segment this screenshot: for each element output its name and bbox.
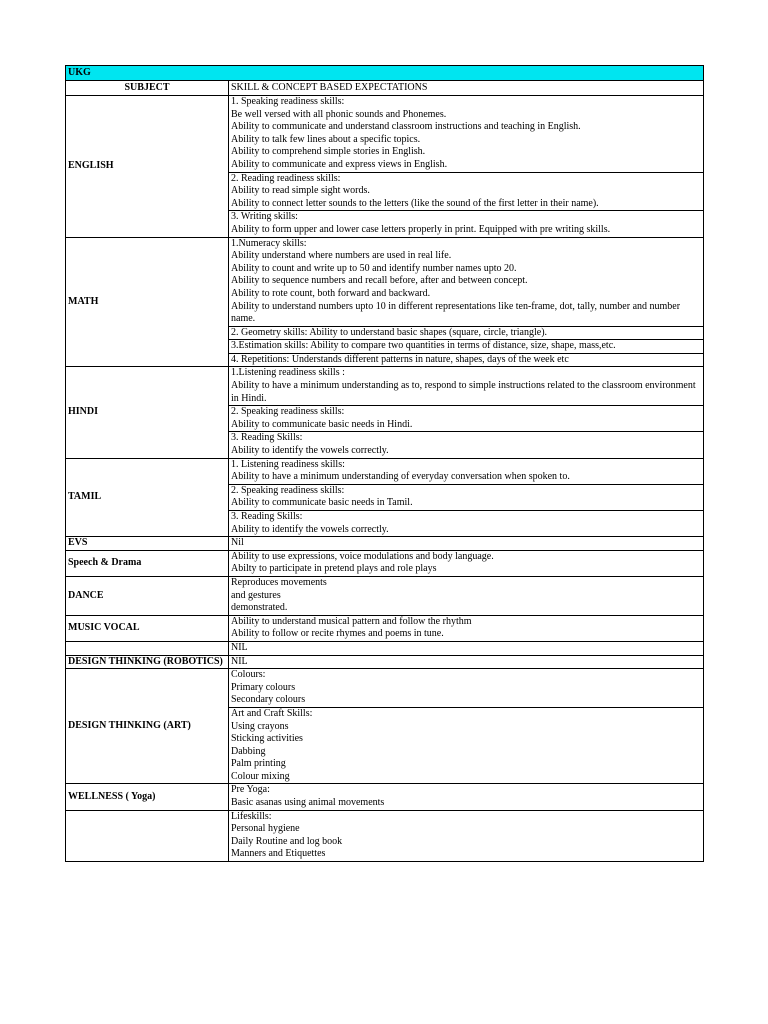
skill-line: demonstrated. <box>231 602 288 614</box>
skill-cell <box>229 537 704 551</box>
table-row <box>66 784 704 810</box>
table-row <box>66 641 704 655</box>
skills-column-header: SKILL & CONCEPT BASED EXPECTATIONS <box>229 81 704 96</box>
skill-line: Ability understand where numbers are used in real life. <box>231 250 452 262</box>
table-row <box>66 367 704 406</box>
table-row <box>66 615 704 641</box>
subject-cell <box>66 810 229 861</box>
skill-line: Ability to form upper and lower case letters properly in print. Equipped with pre writing skills. <box>231 223 611 235</box>
skill-line: Ability to communicate basic needs in Tamil. <box>231 497 413 509</box>
table-row <box>66 237 704 326</box>
table-row <box>66 669 704 708</box>
skill-line: Be well versed with all phonic sounds and Phonemes. <box>231 108 447 120</box>
subject-cell: EVS <box>66 537 229 551</box>
subject-cell <box>66 641 229 655</box>
skill-line: Art and Craft Skills: <box>231 707 313 719</box>
subject-cell: MUSIC VOCAL <box>66 615 229 641</box>
skill-cell <box>229 172 704 211</box>
subject-cell: DESIGN THINKING (ART) <box>66 669 229 784</box>
skill-line: Ability to connect letter sounds to the letters (like the sound of the first letter in their name). <box>231 197 599 209</box>
skill-line: Palm printing <box>231 758 286 770</box>
skill-line: Ability to follow or recite rhymes and poems in tune. <box>231 628 444 640</box>
skill-line: Secondary colours <box>231 694 306 706</box>
skill-line: Ability to have a minimum understanding of everyday conversation when spoken to. <box>231 471 570 483</box>
skill-line: 2. Speaking readiness skills: <box>231 406 345 418</box>
skill-line: NIL <box>231 641 248 653</box>
skill-line: Nil <box>231 537 244 549</box>
skill-line: 2. Geometry skills: Ability to understand basic shapes (square, circle, triangle). <box>231 326 548 338</box>
skill-cell <box>229 367 704 406</box>
skill-line: Ability to have a minimum understanding as to, respond to simple instructions related to the classroom environment in Hindi. <box>231 380 699 404</box>
skill-cell <box>229 458 704 484</box>
skill-line: Ability to identify the vowels correctly. <box>231 445 389 457</box>
header-row <box>66 81 704 96</box>
subject-cell: ENGLISH <box>66 96 229 238</box>
skill-line: Ability to use expressions, voice modulations and body language. <box>231 550 494 562</box>
subject-column-header: SUBJECT <box>66 81 229 96</box>
skill-line: Pre Yoga: <box>231 784 270 796</box>
skill-line: Manners and Etiquettes <box>231 848 326 860</box>
skill-line: Ability to read simple sight words. <box>231 185 370 197</box>
skill-line: 1. Speaking readiness skills: <box>231 96 345 107</box>
skill-cell <box>229 784 704 810</box>
skill-line: Ability to sequence numbers and recall before, after and between concept. <box>231 275 528 287</box>
skill-line: Daily Routine and log book <box>231 835 343 847</box>
skill-line: Ability to identify the vowels correctly. <box>231 523 389 535</box>
skill-line: 3. Reading Skills: <box>231 511 303 522</box>
table-row <box>66 537 704 551</box>
skill-line: Ability to communicate and express views in English. <box>231 158 448 170</box>
table-body <box>66 66 704 862</box>
skill-line: Ability to count and write up to 50 and identify number names upto 20. <box>231 262 517 274</box>
skill-line: 3.Estimation skills: Ability to compare two quantities in terms of distance, size, shape, mass,etc. <box>231 340 616 352</box>
skill-line: Reproduces movements <box>231 576 327 588</box>
skill-line: Ability to communicate and understand classroom instructions and teaching in English. <box>231 121 581 133</box>
subject-cell: Speech & Drama <box>66 550 229 576</box>
skill-cell <box>229 96 704 173</box>
skill-line: Sticking activities <box>231 733 303 745</box>
skill-cell <box>229 655 704 669</box>
skill-line: Colours: <box>231 669 266 681</box>
skill-line: Primary colours <box>231 681 296 693</box>
skill-cell <box>229 669 704 708</box>
skill-cell <box>229 615 704 641</box>
skill-cell <box>229 432 704 458</box>
subject-cell: WELLNESS ( Yoga) <box>66 784 229 810</box>
title-row <box>66 66 704 81</box>
skill-line: NIL <box>231 655 248 667</box>
skill-cell <box>229 353 704 367</box>
skill-line: Ability to communicate basic needs in Hindi. <box>231 418 413 430</box>
skill-line: Lifeskills: <box>231 810 272 822</box>
skill-cell <box>229 326 704 340</box>
skill-line: Colour mixing <box>231 770 290 782</box>
skill-cell <box>229 511 704 537</box>
skill-line: 1.Numeracy skills: <box>231 237 307 249</box>
skill-cell <box>229 550 704 576</box>
skill-line: Ability to rote count, both forward and backward. <box>231 287 431 299</box>
subject-cell: TAMIL <box>66 458 229 537</box>
skill-line: 2. Speaking readiness skills: <box>231 484 345 496</box>
subject-cell: MATH <box>66 237 229 367</box>
table-row <box>66 655 704 669</box>
table-row <box>66 810 704 861</box>
skill-cell <box>229 576 704 615</box>
skill-line: Dabbing <box>231 745 266 757</box>
table-row <box>66 458 704 484</box>
skill-line: 1. Listening readiness skills: <box>231 458 345 470</box>
skill-cell <box>229 237 704 326</box>
skill-line: Personal hygiene <box>231 823 300 835</box>
skill-line: 3. Writing skills: <box>231 211 298 223</box>
table-row <box>66 576 704 615</box>
skill-line: Using crayons <box>231 720 289 732</box>
skill-line: Basic asanas using animal movements <box>231 797 385 809</box>
skill-line: 4. Repetitions: Understands different patterns in nature, shapes, days of the week etc <box>231 353 569 365</box>
skill-line: 2. Reading readiness skills: <box>231 172 341 184</box>
skill-line: Ability to comprehend simple stories in English. <box>231 146 426 158</box>
skill-line: 3. Reading Skills: <box>231 432 303 444</box>
skill-cell <box>229 340 704 354</box>
skill-cell <box>229 484 704 510</box>
skill-cell <box>229 211 704 237</box>
skill-cell <box>229 641 704 655</box>
subject-cell: DESIGN THINKING (ROBOTICS) <box>66 655 229 669</box>
skill-cell <box>229 810 704 861</box>
table-row <box>66 550 704 576</box>
skill-line: 1.Listening readiness skills : <box>231 367 345 379</box>
table-row <box>66 96 704 173</box>
skill-cell <box>229 406 704 432</box>
subject-cell: HINDI <box>66 367 229 458</box>
skill-line: Ability to talk few lines about a specific topics. <box>231 133 421 145</box>
subject-cell: DANCE <box>66 576 229 615</box>
skill-line: Ability to understand numbers upto 10 in different representations like ten-frame, dot, tally, number and number name. <box>231 300 683 325</box>
skill-line: Ability to understand musical pattern and follow the rhythm <box>231 615 472 627</box>
expectations-table <box>65 65 704 862</box>
skill-line: Abilty to participate in pretend plays and role plays <box>231 563 437 575</box>
grade-title: UKG <box>66 66 704 81</box>
skill-cell <box>229 707 704 784</box>
skill-line: and gestures <box>231 589 281 601</box>
